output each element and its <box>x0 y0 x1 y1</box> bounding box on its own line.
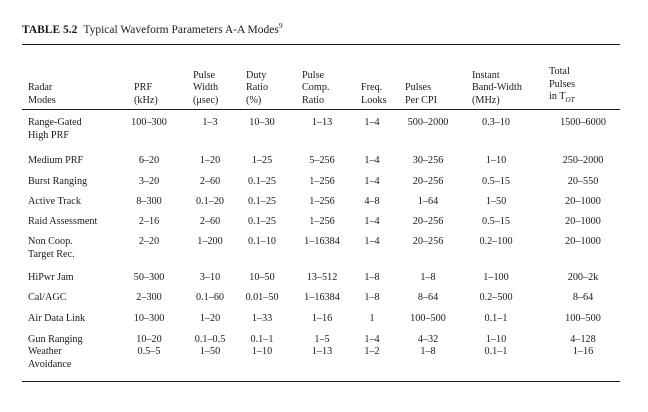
cell-total-pulses: 20–1000 <box>565 236 601 247</box>
header-rule <box>22 109 620 110</box>
table-number: TABLE 5.2 <box>22 24 78 36</box>
cell-pulse-width: 1–200 <box>197 236 223 247</box>
cell-total-pulses: 8–64 <box>572 292 594 303</box>
cell-total-pulses: 200–2k <box>567 272 599 283</box>
table-title: Typical Waveform Parameters A-A Modes <box>83 24 279 36</box>
cell-radar-mode: Air Data Link <box>28 313 86 324</box>
cell-duty-ratio: 10–50 <box>249 272 275 283</box>
cell-pulse-width: 0.1–20 <box>195 196 225 207</box>
cell-freq-looks: 1–4 <box>364 155 380 166</box>
cell-pulses-per-cpi: 500–2000 <box>407 117 449 128</box>
header-total-pulses: Total Pulses in $T_{OT}$ <box>549 66 576 105</box>
cell-pulse-width: 3–10 <box>199 272 221 283</box>
cell-pulse-comp-ratio: 1–16384 <box>304 292 340 303</box>
cell-prf: 2–16 <box>138 216 160 227</box>
cell-total-pulses: 1–16 <box>572 346 594 357</box>
cell-pulses-per-cpi: 1–64 <box>417 196 439 207</box>
cell-pulses-per-cpi: 30–256 <box>412 155 444 166</box>
cell-duty-ratio: 0.1–25 <box>247 196 277 207</box>
cell-instant-bandwidth: 0.1–1 <box>484 313 508 324</box>
cell-radar-mode: Cal/AGC <box>28 292 67 303</box>
cell-pulse-comp-ratio: 1–256 <box>309 216 335 227</box>
cell-duty-ratio: 0.01–50 <box>245 292 279 303</box>
top-rule <box>22 44 620 45</box>
cell-prf: 0.5–5 <box>137 346 161 357</box>
cell-total-pulses: 1500–6000 <box>560 117 606 128</box>
cell-total-pulses: 250–2000 <box>562 155 604 166</box>
cell-prf: 3–20 <box>138 176 160 187</box>
cell-instant-bandwidth: 1–10 <box>485 334 507 345</box>
cell-radar-mode: Active Track <box>28 196 81 207</box>
cell-freq-looks: 1–4 <box>364 236 380 247</box>
cell-total-pulses: 4–128 <box>570 334 596 345</box>
cell-instant-bandwidth: 0.3–10 <box>481 117 511 128</box>
cell-freq-looks: 1 <box>369 313 375 324</box>
cell-pulse-width: 0.1–60 <box>195 292 225 303</box>
header-pulses-per-cpi: Pulses Per CPI <box>405 82 437 106</box>
cell-pulse-width: 1–50 <box>199 346 221 357</box>
header-duty-ratio: Duty Ratio (%) <box>246 69 269 106</box>
cell-pulse-width: 1–20 <box>199 155 221 166</box>
cell-pulse-width: 0.1–0.5 <box>194 334 226 345</box>
cell-duty-ratio: 0.1–10 <box>247 236 277 247</box>
cell-prf: 50–300 <box>133 272 165 283</box>
cell-pulse-width: 2–60 <box>199 176 221 187</box>
cell-total-pulses: 100–500 <box>565 313 601 324</box>
cell-pulses-per-cpi: 100–500 <box>410 313 446 324</box>
cell-duty-ratio: 0.1–25 <box>247 176 277 187</box>
table-caption <box>22 21 283 36</box>
cell-pulse-comp-ratio: 1–5 <box>314 334 330 345</box>
cell-freq-looks: 4–8 <box>364 196 380 207</box>
cell-pulses-per-cpi: 20–256 <box>412 176 444 187</box>
cell-pulses-per-cpi: 4–32 <box>417 334 439 345</box>
cell-prf: 10–300 <box>133 313 165 324</box>
cell-instant-bandwidth: 1–100 <box>483 272 509 283</box>
cell-freq-looks: 1–4 <box>364 176 380 187</box>
header-freq-looks: Freq. Looks <box>361 82 387 106</box>
cell-pulses-per-cpi: 1–8 <box>420 272 436 283</box>
cell-radar-mode: Gun Ranging <box>28 334 83 345</box>
cell-pulse-comp-ratio: 1–256 <box>309 196 335 207</box>
cell-freq-looks: 1–2 <box>364 346 380 357</box>
cell-duty-ratio: 0.1–25 <box>247 216 277 227</box>
cell-instant-bandwidth: 1–50 <box>485 196 507 207</box>
cell-instant-bandwidth: 0.1–1 <box>484 346 508 357</box>
cell-prf: 100–300 <box>131 117 167 128</box>
cell-radar-mode: Burst Ranging <box>28 176 88 187</box>
cell-radar-mode: Range-Gated High PRF <box>28 117 82 141</box>
cell-prf: 8–300 <box>136 196 162 207</box>
cell-duty-ratio: 1–10 <box>251 346 273 357</box>
cell-instant-bandwidth: 0.2–100 <box>479 236 513 247</box>
cell-instant-bandwidth: 1–10 <box>485 155 507 166</box>
header-radar-modes: Radar Modes <box>28 82 56 106</box>
cell-radar-mode: Weather Avoidance <box>28 346 72 370</box>
cell-instant-bandwidth: 0.5–15 <box>481 176 511 187</box>
cell-pulse-width: 1–3 <box>202 117 218 128</box>
cell-freq-looks: 1–8 <box>364 292 380 303</box>
cell-pulses-per-cpi: 8–64 <box>417 292 439 303</box>
cell-pulse-comp-ratio: 5–256 <box>309 155 335 166</box>
cell-radar-mode: HiPwr Jam <box>28 272 74 283</box>
cell-total-pulses: 20–550 <box>567 176 599 187</box>
cell-freq-looks: 1–4 <box>364 117 380 128</box>
header-pulse-comp-ratio: Pulse Comp. Ratio <box>302 69 330 106</box>
cell-pulse-comp-ratio: 1–16384 <box>304 236 340 247</box>
cell-pulses-per-cpi: 20–256 <box>412 216 444 227</box>
cell-total-pulses: 20–1000 <box>565 216 601 227</box>
cell-pulse-width: 1–20 <box>199 313 221 324</box>
cell-radar-mode: Medium PRF <box>28 155 84 166</box>
cell-pulse-width: 2–60 <box>199 216 221 227</box>
cell-freq-looks: 1–4 <box>364 216 380 227</box>
cell-duty-ratio: 1–25 <box>251 155 273 166</box>
header-prf: PRF (kHz) <box>134 82 158 106</box>
bottom-rule <box>22 381 620 382</box>
cell-pulses-per-cpi: 20–256 <box>412 236 444 247</box>
cell-duty-ratio: 0.1–1 <box>250 334 274 345</box>
cell-total-pulses: 20–1000 <box>565 196 601 207</box>
cell-pulse-comp-ratio: 1–13 <box>311 117 333 128</box>
cell-freq-looks: 1–8 <box>364 272 380 283</box>
cell-pulse-comp-ratio: 1–16 <box>311 313 333 324</box>
header-instant-bandwidth: Instant Band-Width (MHz) <box>472 69 522 106</box>
cell-pulse-comp-ratio: 13–512 <box>306 272 338 283</box>
header-pulse-width: Pulse Width (μsec) <box>193 69 219 106</box>
cell-instant-bandwidth: 0.5–15 <box>481 216 511 227</box>
cell-prf: 2–20 <box>138 236 160 247</box>
cell-prf: 6–20 <box>138 155 160 166</box>
cell-pulse-comp-ratio: 1–13 <box>311 346 333 357</box>
cell-pulse-comp-ratio: 1–256 <box>309 176 335 187</box>
cell-duty-ratio: 10–30 <box>249 117 275 128</box>
cell-radar-mode: Non Coop. Target Rec. <box>28 236 75 260</box>
cell-freq-looks: 1–4 <box>364 334 380 345</box>
cell-instant-bandwidth: 0.2–500 <box>479 292 513 303</box>
cell-duty-ratio: 1–33 <box>251 313 273 324</box>
cell-radar-mode: Raid Assessment <box>28 216 98 227</box>
cell-prf: 10–20 <box>136 334 162 345</box>
footnote-marker: 9 <box>278 21 283 31</box>
cell-pulses-per-cpi: 1–8 <box>420 346 436 357</box>
cell-prf: 2–300 <box>136 292 162 303</box>
